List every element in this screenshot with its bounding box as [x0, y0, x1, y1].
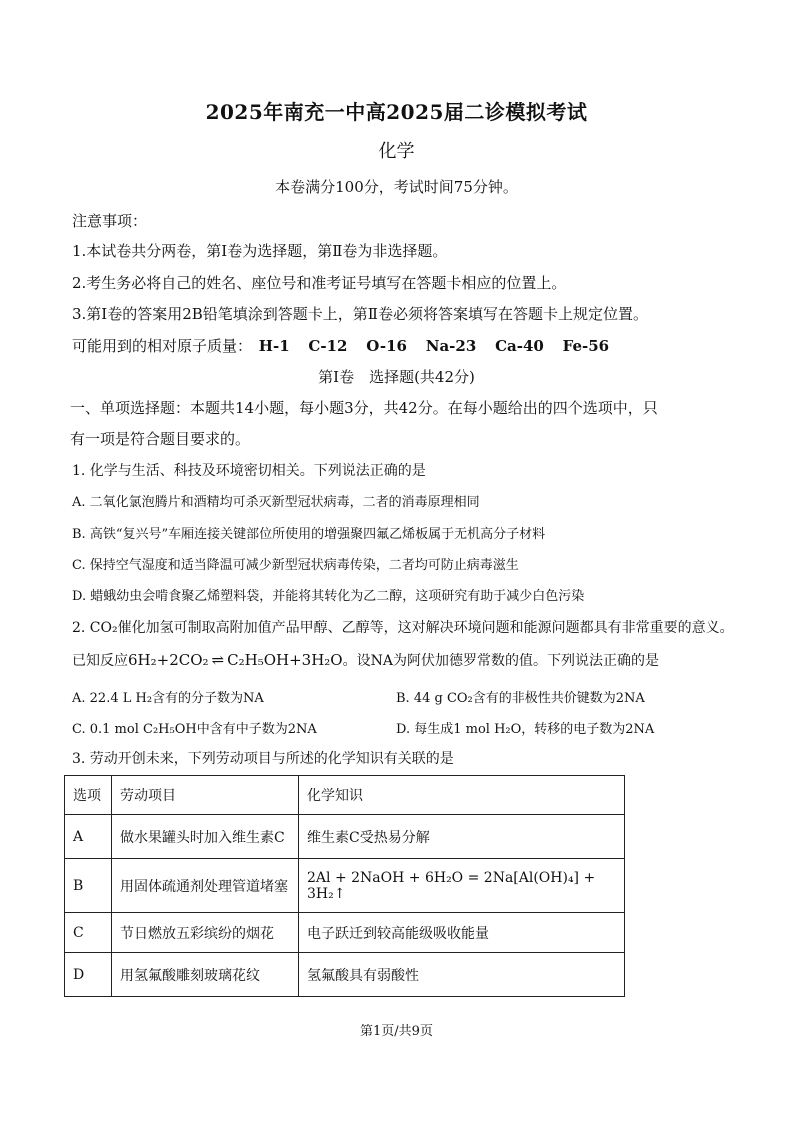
q2-reaction-prefix: 已知反应: [72, 653, 128, 669]
table-header-row: [65, 776, 625, 815]
table-cell: B: [65, 859, 112, 913]
table-cell: 节日燃放五彩缤纷的烟花: [112, 913, 299, 953]
atomic-mass-line: [72, 335, 623, 356]
table-header-cell: 劳动项目: [112, 776, 299, 815]
table-row: [65, 815, 625, 859]
note-item-3: 3.第Ⅰ卷的答案用2B铅笔填涂到答题卡上，第Ⅱ卷必须将答案填写在答题卡上规定位置。: [72, 305, 649, 323]
q2-option-b: B. 44 g CO₂含有的非极性共价键数为2NA: [396, 691, 645, 706]
exam-title: 2025年南充一中高2025届二诊模拟考试: [205, 100, 588, 124]
table-row: [65, 913, 625, 953]
q1-option-a: A. 二氧化氯泡腾片和酒精均可杀灭新型冠状病毒，二者的消毒原理相同: [72, 495, 480, 510]
q2-reaction-right: C₂H₅OH+3H₂O: [227, 651, 343, 669]
atomic-mass-c: C-12: [308, 337, 348, 355]
q1-stem: 1. 化学与生活、科技及环境密切相关。下列说法正确的是: [72, 463, 426, 479]
page-footer: 第1页/共9页: [360, 1024, 433, 1039]
atomic-mass-o: O-16: [366, 337, 407, 355]
subject-title: 化学: [378, 141, 415, 162]
note-item-1: 1.本试卷共分两卷，第Ⅰ卷为选择题，第Ⅱ卷为非选择题。: [72, 242, 448, 260]
atomic-mass-fe: Fe-56: [562, 337, 610, 355]
q1-option-d: D. 蜡蛾幼虫会啃食聚乙烯塑料袋，并能将其转化为乙二醇，这项研究有助于减少白色污染: [72, 589, 585, 604]
atomic-mass-ca: Ca-40: [495, 337, 544, 355]
table-header-cell: 化学知识: [299, 776, 625, 815]
table-row: [65, 859, 625, 913]
table-cell: 用氢氟酸雕刻玻璃花纹: [112, 953, 299, 997]
table-cell: 做水果罐头时加入维生素C: [112, 815, 299, 859]
q1-option-b: B. 高铁“复兴号”车厢连接关键部位所使用的增强聚四氟乙烯板属于无机高分子材料: [72, 527, 546, 542]
table-cell: D: [65, 953, 112, 997]
table-cell: A: [65, 815, 112, 859]
table-header-cell: 选项: [65, 776, 112, 815]
q2-reaction-suffix: 。设NA为阿伏加德罗常数的值。下列说法正确的是: [342, 653, 659, 669]
score-info: 本卷满分100分，考试时间75分钟。: [275, 178, 518, 196]
q2-option-d: D. 每生成1 mol H₂O，转移的电子数为2NA: [396, 722, 655, 737]
atomic-mass-h: H-1: [258, 337, 290, 355]
atomic-mass-label: 可能用到的相对原子质量：: [72, 337, 253, 355]
q2-reaction-arrow: ⇌: [211, 651, 225, 669]
section-intro-line2: 有一项是符合题目要求的。: [70, 430, 251, 448]
notes-heading: 注意事项：: [72, 212, 148, 230]
q2-option-a: A. 22.4 L H₂含有的分子数为NA: [72, 691, 264, 706]
q2-reaction-line: [72, 650, 659, 670]
atomic-mass-na: Na-23: [425, 337, 477, 355]
table-cell: 维生素C受热易分解: [299, 815, 625, 859]
q2-reaction-left: 6H₂+2CO₂: [128, 651, 209, 669]
section-intro-line1: 一、单项选择题：本题共14小题，每小题3分，共42分。在每小题给出的四个选项中，只: [70, 399, 658, 417]
table-cell: 氢氟酸具有弱酸性: [299, 953, 625, 997]
table-row: [65, 953, 625, 997]
table-cell: C: [65, 913, 112, 953]
q2-stem: 2. CO₂催化加氢可制取高附加值产品甲醇、乙醇等，这对解决环境问题和能源问题都具有非常重要的意义。: [72, 620, 734, 636]
table-cell: 2Al + 2NaOH + 6H₂O = 2Na[Al(OH)₄] + 3H₂↑: [299, 859, 625, 913]
q3-table: [64, 775, 625, 997]
table-cell: 电子跃迁到较高能级吸收能量: [299, 913, 625, 953]
section-title: 第Ⅰ卷 选择题(共42分): [318, 368, 475, 386]
q3-stem: 3. 劳动开创未来，下列劳动项目与所述的化学知识有关联的是: [72, 751, 454, 767]
note-item-2: 2.考生务必将自己的姓名、座位号和准考证号填写在答题卡相应的位置上。: [72, 274, 567, 292]
q2-option-c: C. 0.1 mol C₂H₅OH中含有中子数为2NA: [72, 722, 317, 737]
table-cell: 用固体疏通剂处理管道堵塞: [112, 859, 299, 913]
q1-option-c: C. 保持空气湿度和适当降温可减少新型冠状病毒传染，二者均可防止病毒滋生: [72, 558, 519, 573]
